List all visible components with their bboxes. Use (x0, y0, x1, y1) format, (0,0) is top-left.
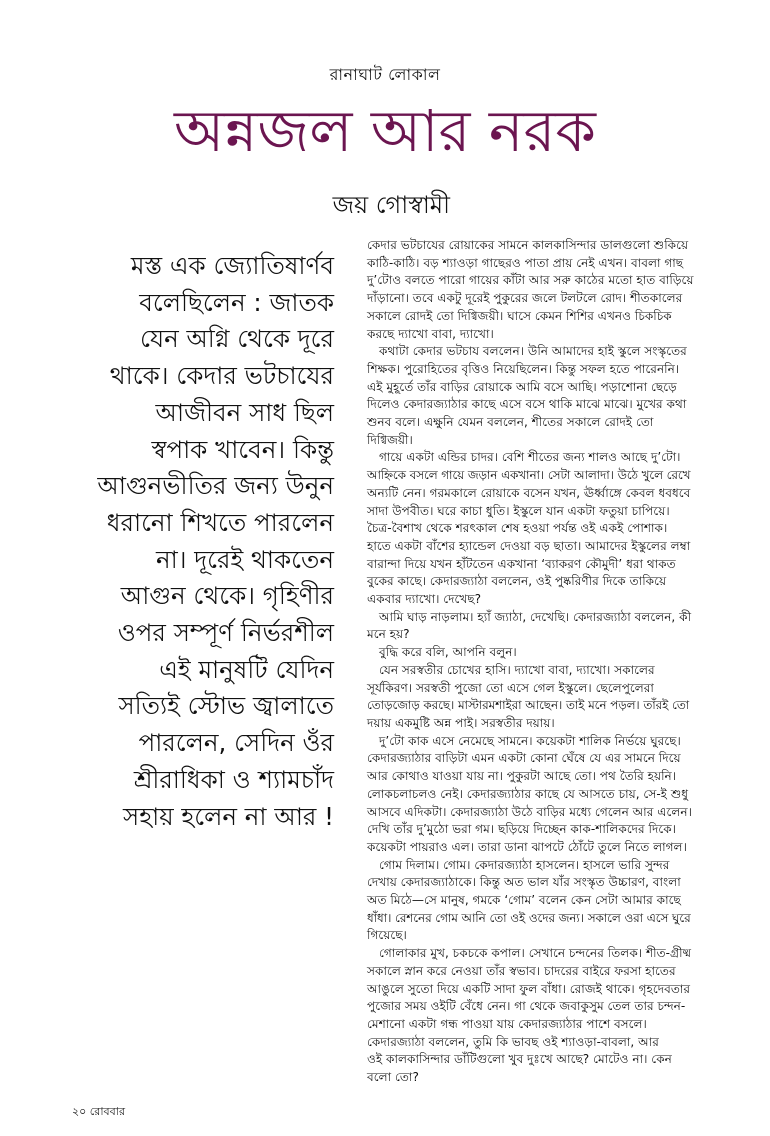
body-line: অন্যটি নেন। গরমকালে রোয়াকে বসেন যখন, ঊর্ধ্বাঙ্গে কেবল ধবধবে (367, 485, 691, 500)
body-line: আঙুলে সুতো দিয়ে একটি সাদা ফুল বাঁধা। রোজই থাকে। গৃহদেবতার (367, 981, 691, 996)
body-line: মেশানো একটা গন্ধ পাওয়া যায় কেদারজ্যাঠার পাশে বসলে। (367, 1016, 647, 1031)
body-line: চৈত্র-বৈশাখ থেকে শরৎকাল শেষ হওয়া পর্যন্ত ওই একই পোশাক। (367, 521, 668, 536)
body-line: দেখায় কেদারজ্যাঠাকে। কিন্তু অত ভাল যাঁর সংস্কৃত উচ্চারণ, বাংলা (367, 875, 681, 890)
article-title: অন্নজল আর নরক (174, 97, 596, 165)
body-line: দয়ায় একমুষ্টি অন্ন পাই। সরস্বতীর দয়ায়। (367, 715, 555, 730)
body-line: লোকচলাচলও নেই। কেদারজ্যাঠার কাছে যে আসতে চায়, সে-ই শুধু (367, 786, 689, 801)
section-label: রানাঘাট লোকাল (329, 65, 441, 84)
body-line: গোলাকার মুখ, চকচকে কপাল। সেখানে চন্দনের তিলক। শীত-গ্রীষ্ম (379, 946, 692, 961)
body-line: পুজোর সময় ওইটি বেঁধে নেন। গা থেকে জবাকুসুম তেল তার চন্দন- (367, 999, 686, 1014)
pull-quote-line: না। দূরেই থাকতেন (156, 544, 334, 574)
body-line: গায়ে একটা এন্ডির চাদর। বেশি শীতের জন্য শালও আছে দু’টো। (379, 450, 681, 465)
body-line: গোম দিলাম। গোম। কেদারজ্যাঠা হাসলেন। হাসলে ভারি সুন্দর (379, 857, 670, 872)
pull-quote-line: সত্যিই স্টোভ জ্বালাতে (118, 691, 334, 721)
body-line: কেদার ভটচাযের রোয়াকের সামনে কালকাসিন্দার ডালগুলো শুকিয়ে (367, 238, 689, 252)
body-line: বলো তো? (367, 1070, 419, 1085)
body-line: দু’টো কাক এসে নেমেছে সামনে। কয়েকটা শালিক নির্ভয়ে ঘুরছে। (379, 733, 681, 748)
pull-quote-line: ধরানো শিখতে পারলেন (106, 507, 334, 537)
body-line: সকালে স্নান করে নেওয়া তাঁর স্বভাব। চাদরের বাইরে ফরসা হাতের (367, 963, 676, 978)
pull-quote-line: বলেছিলেন : জাতক (139, 287, 334, 317)
body-line: দিলেও কেদারজ্যাঠার কাছে এসে বসে থাকি মাঝে মাঝে। মুখের কথা (367, 397, 687, 412)
body-line: সাদা উপবীত। ঘরে কাচা ধুতি। ইস্কুলে যান একটা ফতুয়া চাপিয়ে। (367, 503, 670, 518)
body-line: দু’টোও বলতে পারো গায়ের কাঁটা আর সরু কাঠের মতো হাত বাড়িয়ে (367, 273, 694, 288)
body-line: গিয়েছে। (367, 928, 407, 943)
pull-quote-line: থাকে। কেদার ভটচাযের (109, 361, 334, 391)
body-line: সকালে রোদই তো দিগ্বিজয়ী। ঘাসে কেমন শিশির এখনও চিকচিক (367, 308, 672, 323)
body-line: করছে দ্যাখো বাবা, দ্যাখো। (367, 326, 494, 341)
body-line: কেদারজ্যাঠা বললেন, তুমি কি ভাবছ ওই শ্যাওড়া-বাবলা, আর (367, 1034, 659, 1049)
pull-quote-line: মস্ত এক জ্যোতিষার্ণব (130, 251, 334, 280)
body-line: কথাটা কেদার ভটচায বললেন। উনি আমাদের হাই স্কুলে সংস্কৃতের (379, 344, 687, 359)
body-line: মনে হয়? (367, 627, 410, 642)
page-folio: ২০ রোববার (72, 1105, 125, 1118)
body-line: বুদ্ধি করে বলি, আপনি বলুন। (379, 645, 517, 660)
body-line: এই মুহূর্তে তাঁর বাড়ির রোয়াকে আমি বসে আছি। পড়াশোনা ছেড়ে (367, 379, 677, 394)
body-line: শুনব বলে। এক্ষুনি যেমন বললেন, শীতের সকালে রোদই তো (367, 415, 654, 430)
body-line: ওই কালকাসিন্দার ডাঁটিগুলো খুব দুঃখে আছে? মোটেও না। কেন (367, 1052, 672, 1067)
pull-quote-line: শ্রীরাধিকা ও শ্যামচাঁদ (133, 764, 334, 794)
body-line: কয়েকটা পায়রাও এল। তারা ডানা ঝাপটে ঠোঁটে তুলে নিতে লাগল। (367, 839, 687, 854)
body-line: ধাঁধা। রেশনের গোম আনি তো ওই ওদের জন্য। সকালে ওরা এসে ঘুরে (367, 910, 691, 925)
body-line: আহ্নিকে বসলে গায়ে জড়ান একখানা। সেটা আলাদা। উঠে খুলে রেখে (367, 468, 691, 483)
body-line: আমি ঘাড় নাড়লাম। হ্যাঁ জ্যাঠা, দেখেছি। কেদারজ্যাঠা বললেন, কী (379, 609, 692, 624)
author-name: জয় গোস্বামী (332, 191, 450, 219)
body-line: একবার দ্যাখো। দেখেছ? (367, 592, 482, 607)
pull-quote-line: স্বপাক খাবেন। কিন্তু (151, 434, 334, 464)
body-line: কেদারজ্যাঠার বাড়িটা এমন একটা কোনা ঘেঁষে যে এর সামনে দিয়ে (367, 751, 681, 766)
body-line: অত মিঠে—সে মানুষ, গমকে ‘গোম’ বলেন কেন সেটা আমার কাছে (367, 893, 681, 908)
pull-quote-line: আগুন থেকে। গৃহিণীর (120, 581, 334, 611)
body-line: বারান্দা দিয়ে যখন হাঁটতেন একখানা ‘ব্যাকরণ কৌমুদী’ ধরা থাকত (367, 556, 676, 571)
body-line: আসবে এদিকটা। কেদারজ্যাঠা উঠে বাড়ির মধ্যে গেলেন আর এলেন। (367, 804, 692, 819)
body-line: দেখি তাঁর দু’মুঠো ভরা গম। ছড়িয়ে দিচ্ছেন কাক-শালিকদের দিকে। (367, 822, 676, 837)
pull-quote-line: পারলেন, সেদিন ওঁর (138, 728, 334, 758)
body-line: বুকের কাছে। কেদারজ্যাঠা বললেন, ওই পুষ্করিণীর দিকে তাকিয়ে (367, 574, 667, 589)
body-line: হাতে একটা বাঁশের হ্যান্ডেল দেওয়া বড় ছাতা। আমাদের ইস্কুলের লম্বা (367, 538, 691, 553)
pull-quote-line: আগুনভীতির জন্য উনুন (97, 471, 334, 501)
pull-quote-line: আজীবন সাধ ছিল (155, 397, 334, 427)
article-body (367, 237, 695, 1087)
body-line: যেন সরস্বতীর চোখের হাসি। দ্যাখো বাবা, দ্যাখো। সকালের (379, 662, 655, 677)
pull-quote-line: ওপর সম্পূর্ণ নির্ভরশীল (117, 618, 334, 648)
body-line: সূর্যকিরণ। সরস্বতী পুজো তো এসে গেল ইস্কুলে। ছেলেপুলেরা (367, 680, 654, 695)
body-line: দাঁড়ানো। তবে একটু দূরেই পুকুরের জলে টলটলে রোদ। শীতকালের (367, 291, 683, 306)
pull-quote (60, 248, 334, 835)
body-line: আর কোথাও যাওয়া যায় না। পুকুরটা আছে তো। পথ তৈরি হয়নি। (367, 769, 677, 784)
body-line: দিগ্বিজয়ী। (367, 432, 413, 447)
body-line: তোড়জোড় করছে। মাস্টারমশাইরা আছেন। তাই মনে পড়ল। তাঁরই তো (367, 698, 690, 713)
pull-quote-line: সহায় হলেন না আর ! (123, 801, 334, 831)
body-line: শিক্ষক। পুরোহিতের বৃত্তিও নিয়েছিলেন। কিন্তু সফল হতে পারেননি। (367, 361, 680, 376)
pull-quote-line: এই মানুষটি যেদিন (159, 654, 334, 684)
pull-quote-line: যেন অগ্নি থেকে দূরে (140, 324, 334, 354)
body-line: কাঠি-কাঠি। বড় শ্যাওড়া গাছেরও পাতা প্রায় নেই এখন। বাবলা গাছ (367, 255, 684, 270)
